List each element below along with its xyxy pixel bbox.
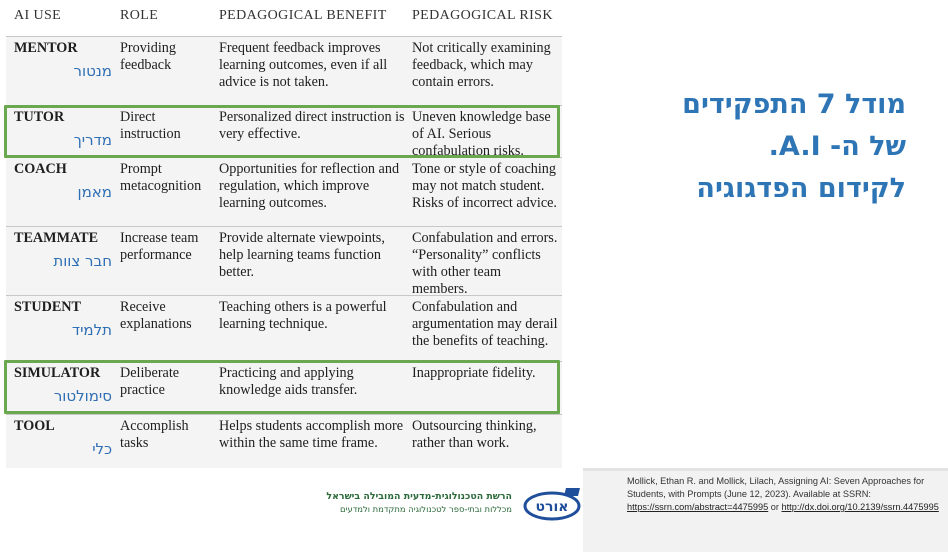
ai-use-name: TEAMMATE — [14, 230, 99, 246]
ai-use-name: COACH — [14, 161, 67, 177]
risk-cell: Inappropriate fidelity. — [412, 365, 536, 381]
header-role: ROLE — [120, 8, 159, 23]
ai-use-hebrew: תלמיד — [71, 321, 112, 339]
header-benefit: PEDAGOGICAL BENEFIT — [219, 8, 387, 23]
doi-link[interactable]: http://dx.doi.org/10.2139/ssrn.4475995 — [781, 502, 939, 512]
benefit-cell: Helps students accomplish more within the same time frame. — [219, 418, 404, 451]
ai-use-hebrew: מאמן — [77, 183, 112, 201]
footer — [0, 468, 948, 552]
citation-text: Mollick, Ethan R. and Mollick, Lilach, Assigning AI: Seven Approaches for Students, with Prompts (June 12, 2023). Available at SSRN: — [627, 476, 925, 499]
ai-use-name: TUTOR — [14, 109, 65, 125]
risk-cell: Uneven knowledge base of AI. Serious confabulation risks. — [412, 109, 551, 157]
org-tagline — [316, 490, 512, 516]
citation-or: or — [768, 502, 782, 512]
logo-text: אורט — [535, 499, 569, 515]
title-line-2: של ה- A.I. — [768, 131, 906, 162]
role-cell: Accomplish tasks — [120, 418, 189, 451]
highlight-tutor-row — [4, 105, 560, 158]
risk-cell: Tone or style of coaching may not match student. Risks of incorrect advice. — [412, 161, 557, 211]
role-cell: Increase team performance — [120, 230, 199, 263]
benefit-cell: Teaching others is a powerful learning technique. — [219, 299, 387, 332]
citation-panel — [583, 468, 948, 552]
ai-use-hebrew: חבר צוות — [53, 252, 112, 270]
benefit-cell: Personalized direct instruction is very effective. — [219, 109, 405, 142]
benefit-cell: Opportunities for reflection and regulation, which improve learning outcomes. — [219, 161, 400, 211]
ai-use-name: MENTOR — [14, 40, 78, 56]
role-cell: Receive explanations — [120, 299, 192, 332]
highlight-simulator-row — [4, 360, 560, 414]
role-cell: Direct instruction — [120, 109, 181, 142]
citation — [627, 475, 945, 514]
benefit-cell: Frequent feedback improves learning outcomes, even if all advice is not taken. — [219, 40, 388, 90]
title-line-1: מודל 7 התפקידים — [682, 89, 906, 120]
ai-use-name: STUDENT — [14, 299, 82, 315]
ai-use-hebrew: סימולטור — [53, 387, 112, 405]
header-risk: PEDAGOGICAL RISK — [412, 8, 553, 23]
ai-use-hebrew: מנטור — [73, 62, 112, 80]
header-ai-use: AI USE — [14, 8, 62, 23]
role-cell: Deliberate practice — [120, 365, 180, 398]
role-cell: Prompt metacognition — [120, 161, 202, 194]
risk-cell: Not critically examining feedback, which may contain errors. — [412, 40, 551, 90]
table-row — [6, 414, 562, 468]
org-line-1: הרשת הטכנולוגית-מדעית המובילה בישראל — [326, 491, 512, 502]
risk-cell: Outsourcing thinking, rather than work. — [412, 418, 537, 451]
benefit-cell: Practicing and applying knowledge aids transfer. — [219, 365, 358, 398]
ai-use-hebrew: כלי — [92, 440, 112, 458]
slide-title — [566, 84, 906, 210]
risk-cell: Confabulation and errors. “Personality” conflicts with other team members. — [412, 230, 558, 295]
ssrn-link[interactable]: https://ssrn.com/abstract=4475995 — [627, 502, 769, 512]
ai-use-hebrew: מדריך — [73, 131, 112, 149]
table-row — [6, 226, 562, 295]
table-row — [6, 36, 562, 105]
table-row — [6, 295, 562, 361]
ai-use-name: SIMULATOR — [14, 365, 101, 381]
ai-use-name: TOOL — [14, 418, 55, 434]
table-row — [6, 157, 562, 226]
role-cell: Providing feedback — [120, 40, 176, 73]
logo-flag — [564, 488, 580, 496]
benefit-cell: Provide alternate viewpoints, help learning teams function better. — [219, 230, 385, 280]
ort-logo-icon — [522, 484, 582, 524]
org-line-2: מכללות ובתי-ספר לטכנולוגיה מתקדמת ולמדעים — [340, 504, 512, 514]
title-line-3: לקידום הפדגוגיה — [696, 173, 906, 204]
risk-cell: Confabulation and argumentation may derail the benefits of teaching. — [412, 299, 558, 349]
